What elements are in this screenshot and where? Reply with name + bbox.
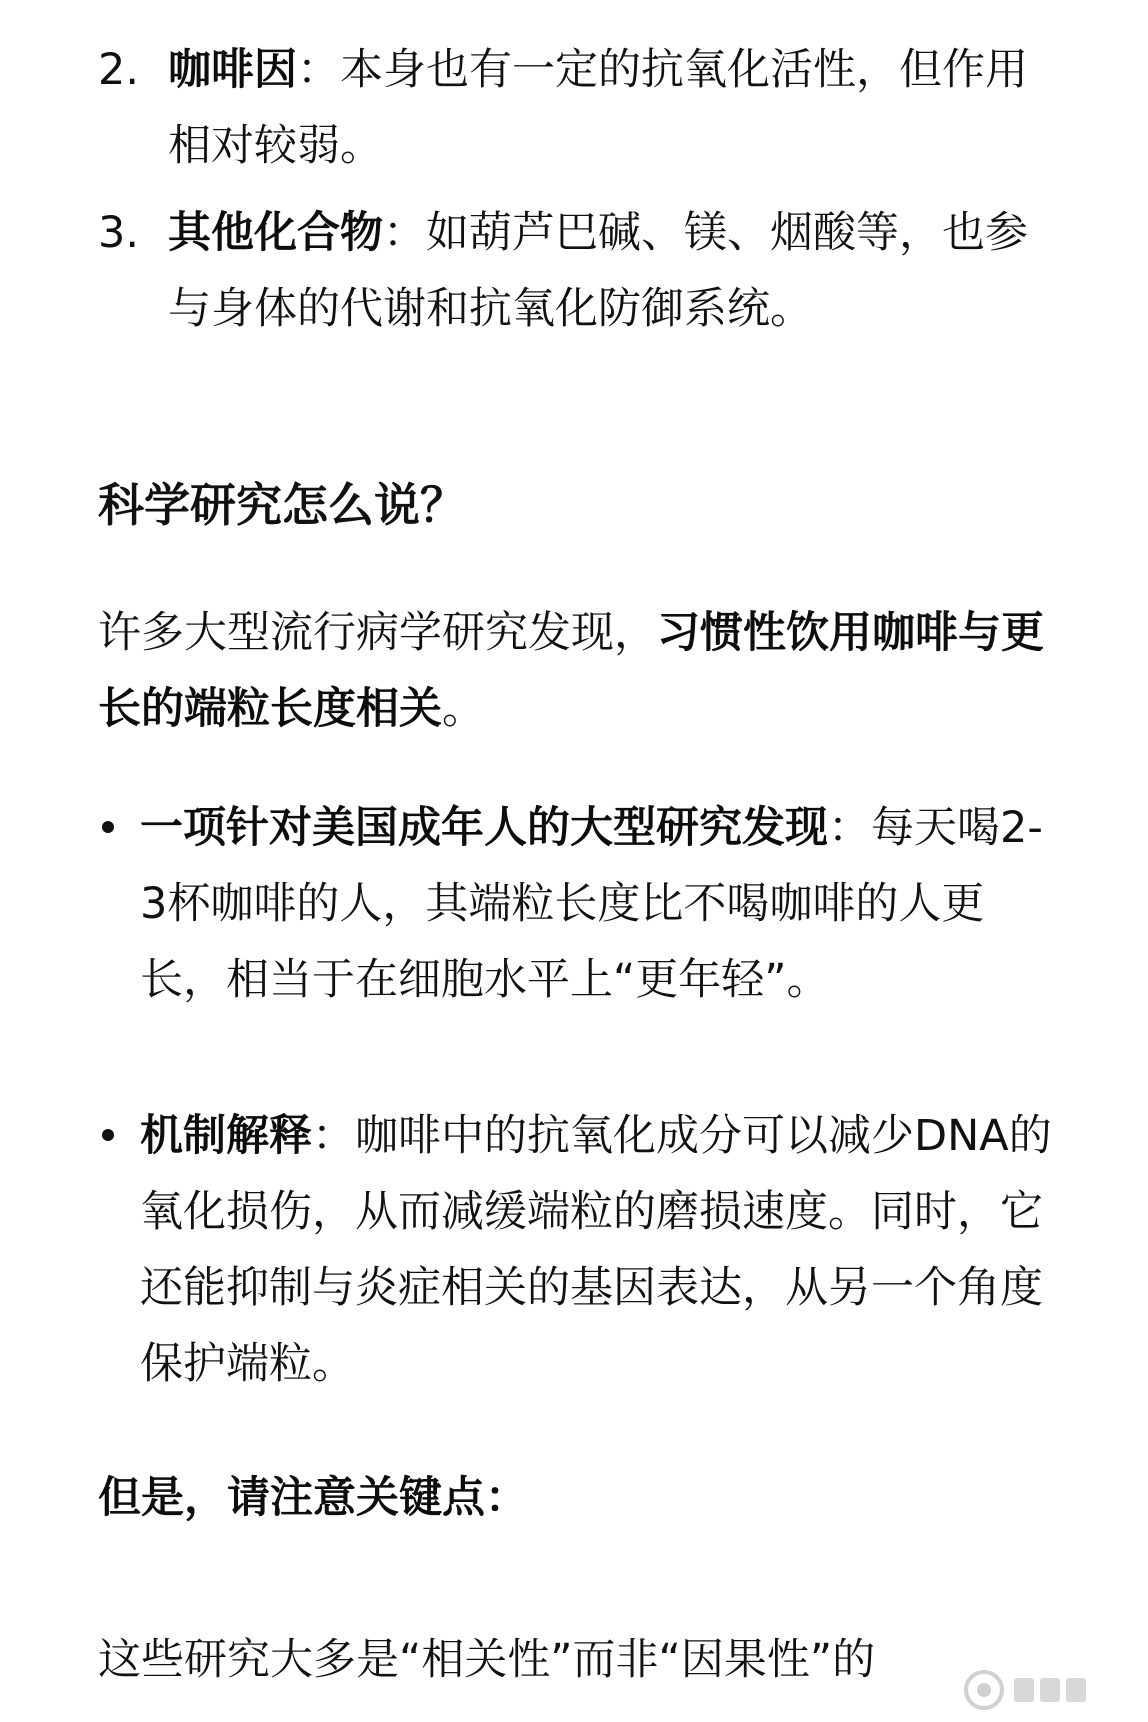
intro-paragraph	[98, 595, 1058, 747]
caution-colon: ：	[485, 1473, 528, 1523]
bullet-item-term: 一项针对美国成年人的大型研究发现	[140, 803, 828, 853]
list-item-separator: ：	[383, 208, 426, 258]
intro-end: 。	[442, 684, 485, 734]
bullet-list-item	[98, 790, 1058, 1018]
ordered-list-item	[98, 32, 1058, 184]
bullet-item-separator: ：	[828, 803, 871, 853]
list-item-separator: ：	[297, 45, 340, 95]
bullet-item-text: 每天喝2-3杯咖啡的人，其端粒长度比不喝咖啡的人更长，相当于在细胞水平上“更年轻”。	[140, 803, 1043, 1005]
bullet-item-term: 机制解释	[140, 1111, 312, 1161]
bullet-item-body	[140, 1098, 1060, 1402]
ordered-list-item	[98, 195, 1058, 347]
caution-heading	[98, 1460, 1058, 1536]
bullet-icon	[102, 1129, 114, 1141]
caution-bold-text: 但是，请注意关键点	[98, 1473, 485, 1523]
last-paragraph-line: 这些研究大多是“相关性”而非“因果性”的	[98, 1635, 876, 1685]
watermark-icon	[958, 1664, 1108, 1716]
bullet-item-text: 咖啡中的抗氧化成分可以减少DNA的氧化损伤，从而减缓端粒的磨损速度。同时，它还能抑制与炎症相关的基因表达，从另一个角度保护端粒。	[140, 1111, 1052, 1389]
bullet-item-separator: ：	[312, 1111, 355, 1161]
list-item-term: 其他化合物	[168, 208, 383, 258]
list-item-body	[168, 32, 1048, 184]
bullet-list-item	[98, 1098, 1058, 1402]
bullet-icon	[102, 821, 114, 833]
list-number: 3.	[98, 208, 140, 258]
section-heading: 科学研究怎么说？	[98, 478, 466, 532]
intro-text: 许多大型流行病学研究发现，	[98, 608, 657, 658]
list-item-text: 如葫芦巴碱、镁、烟酸等，也参与身体的代谢和抗氧化防御系统。	[168, 208, 1028, 334]
list-item-term: 咖啡因	[168, 45, 297, 95]
list-item-body	[168, 195, 1048, 347]
bullet-item-body	[140, 790, 1060, 1018]
list-item-text: 本身也有一定的抗氧化活性，但作用相对较弱。	[168, 45, 1028, 171]
list-number: 2.	[98, 45, 140, 95]
intro-bold-text: 习惯性饮用咖啡与更长的端粒长度相关	[98, 608, 1044, 734]
